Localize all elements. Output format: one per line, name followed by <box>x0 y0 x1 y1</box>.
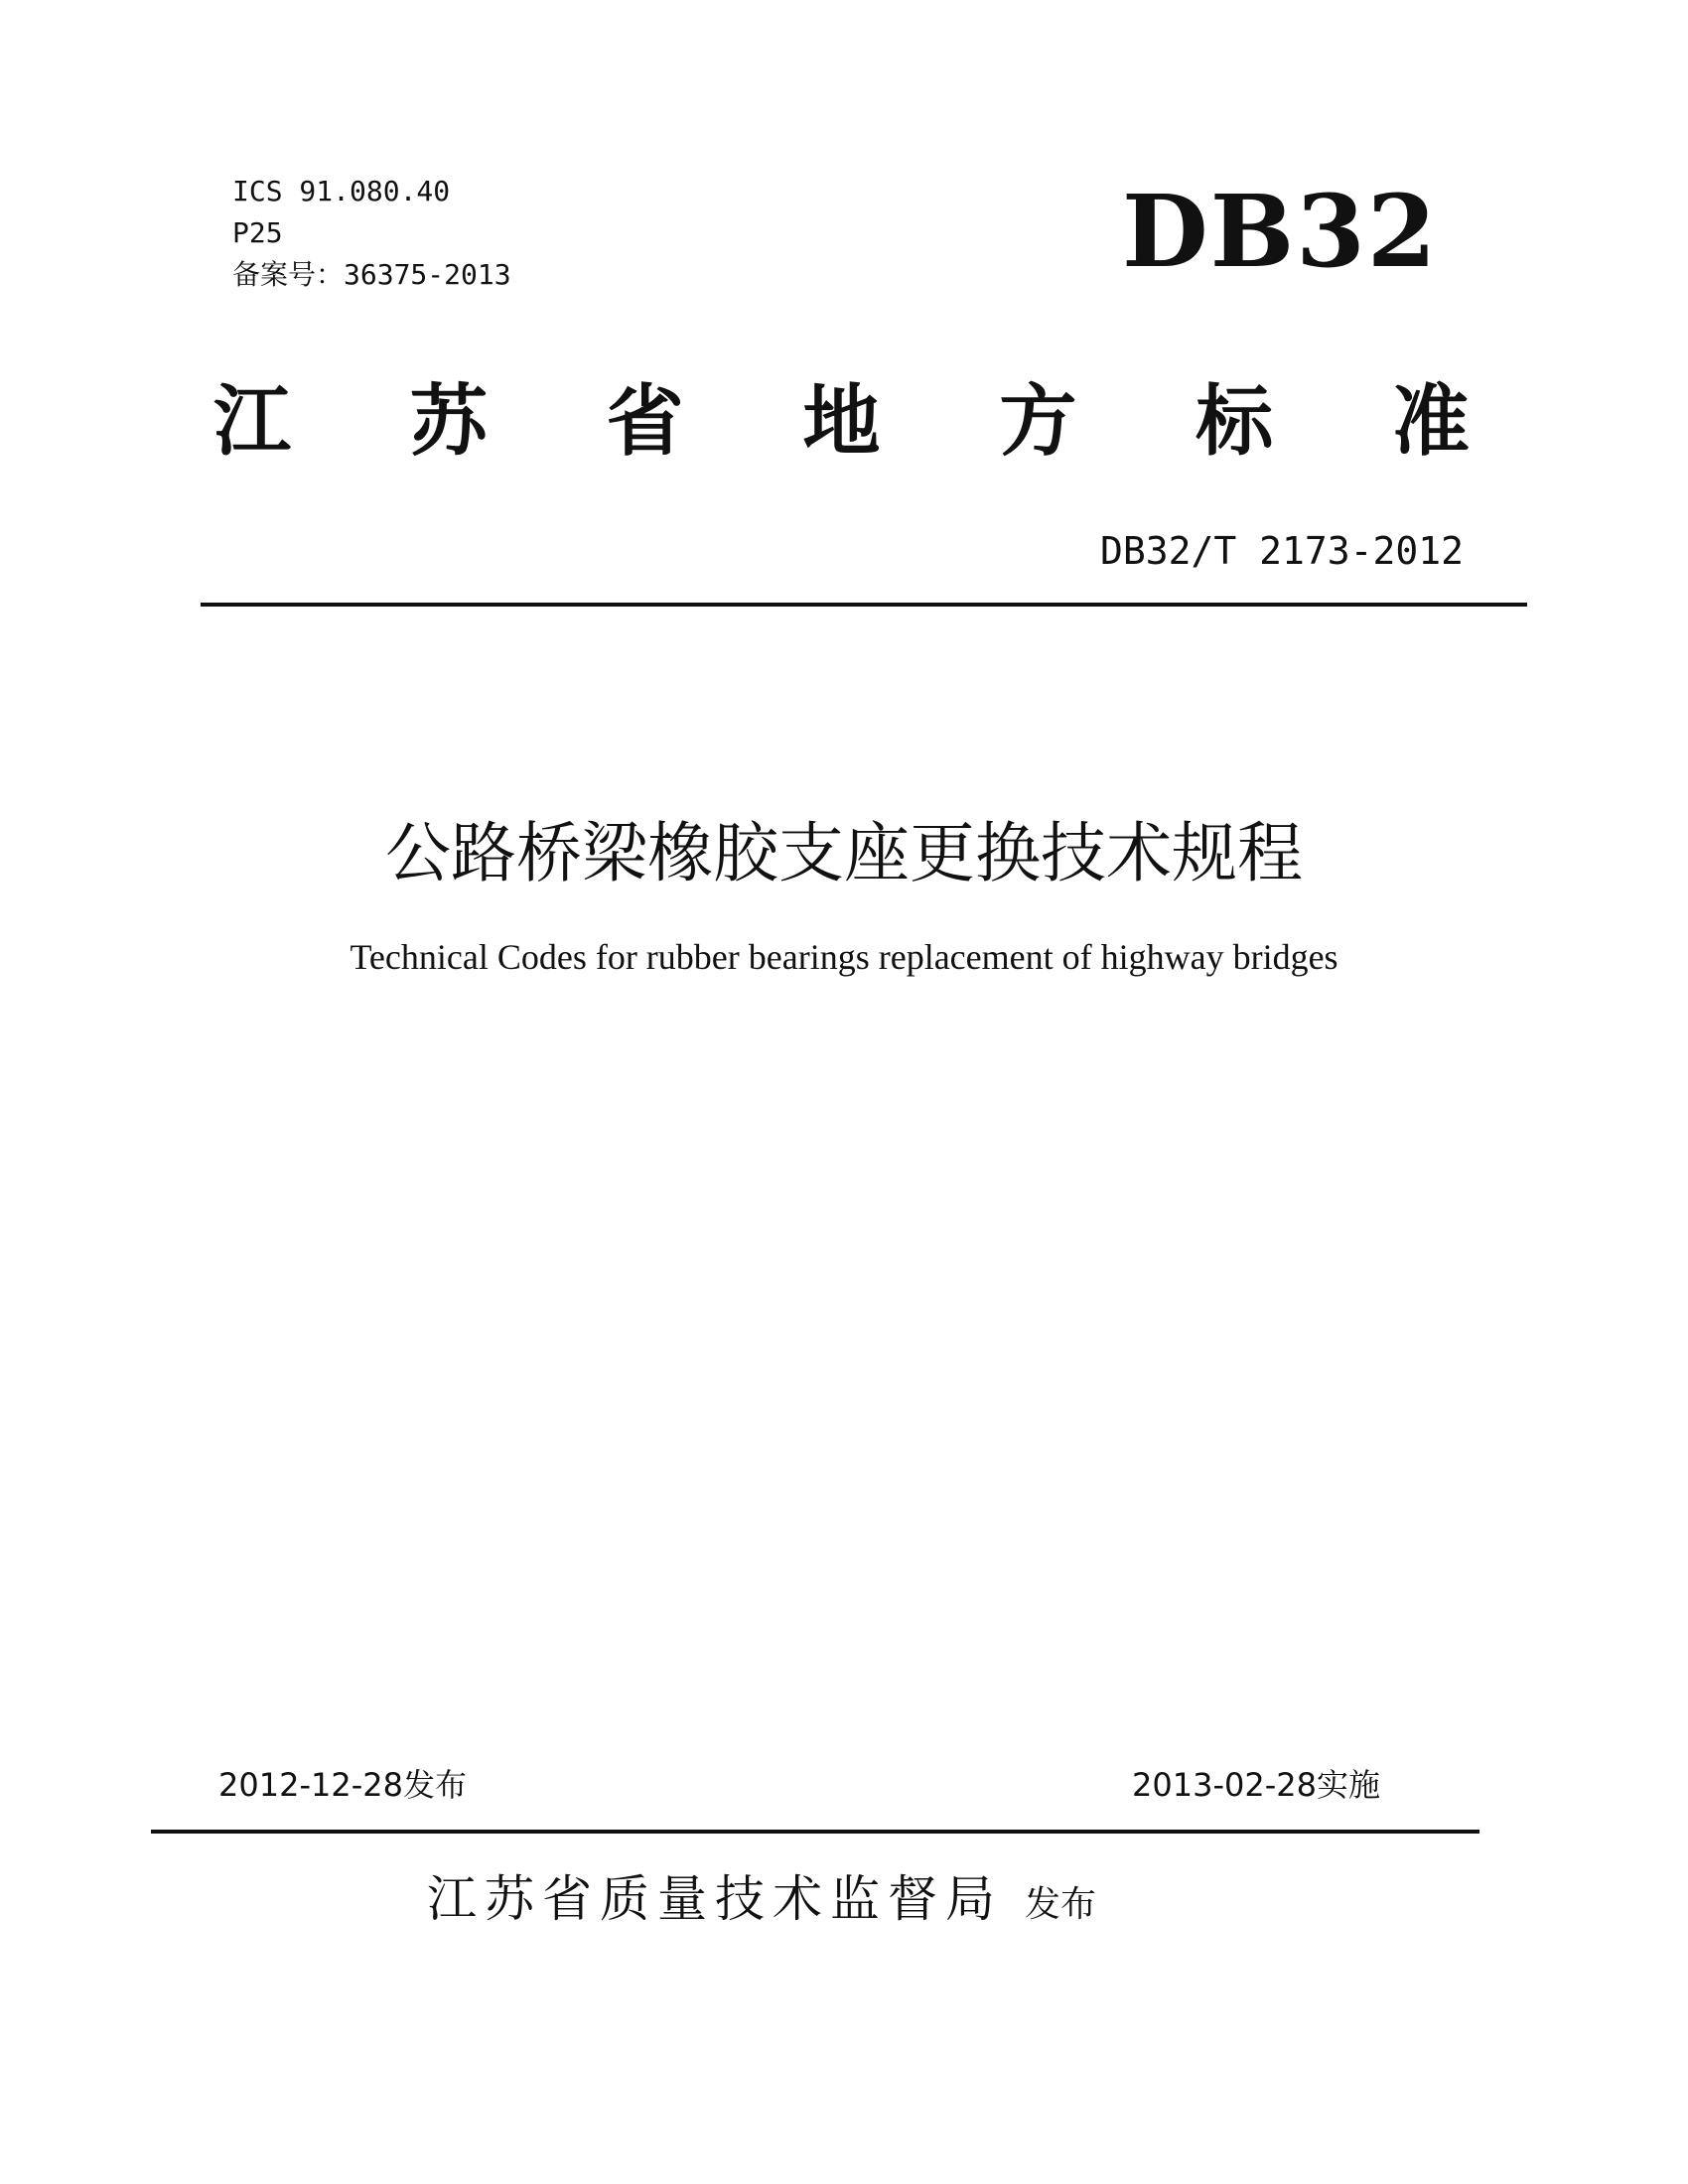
implementation-date: 2013-02-28实施 <box>1132 1766 1380 1804</box>
record-number: 备案号：36375-2013 <box>232 258 511 291</box>
ics-code: ICS 91.080.40 <box>232 175 451 207</box>
standard-type-char: 方 <box>999 377 1077 467</box>
publisher-line <box>427 1866 1096 1938</box>
publisher-name: 江苏省质量技术监督局 <box>427 1870 1003 1928</box>
standard-type-char: 标 <box>1196 377 1274 467</box>
standard-type-char: 准 <box>1391 377 1470 467</box>
bottom-divider <box>151 1830 1479 1834</box>
standard-type-char: 江 <box>213 377 292 467</box>
document-title-english: Technical Codes for rubber bearings replacement of highway bridges <box>350 937 1338 977</box>
issue-date: 2012-12-28发布 <box>218 1766 467 1804</box>
publisher-suffix: 发布 <box>1025 1884 1097 1925</box>
standard-type-heading <box>213 377 1470 467</box>
document-title-chinese: 公路桥梁橡胶支座更换技术规程 <box>385 815 1303 891</box>
standard-type-char: 地 <box>802 377 881 467</box>
standard-type-char: 苏 <box>409 377 488 467</box>
standard-logo: DB32 <box>1122 173 1439 290</box>
ccs-code: P25 <box>232 216 283 249</box>
standard-type-char: 省 <box>606 377 684 467</box>
standard-number: DB32/T 2173-2012 <box>1099 529 1464 573</box>
top-divider <box>201 603 1527 607</box>
